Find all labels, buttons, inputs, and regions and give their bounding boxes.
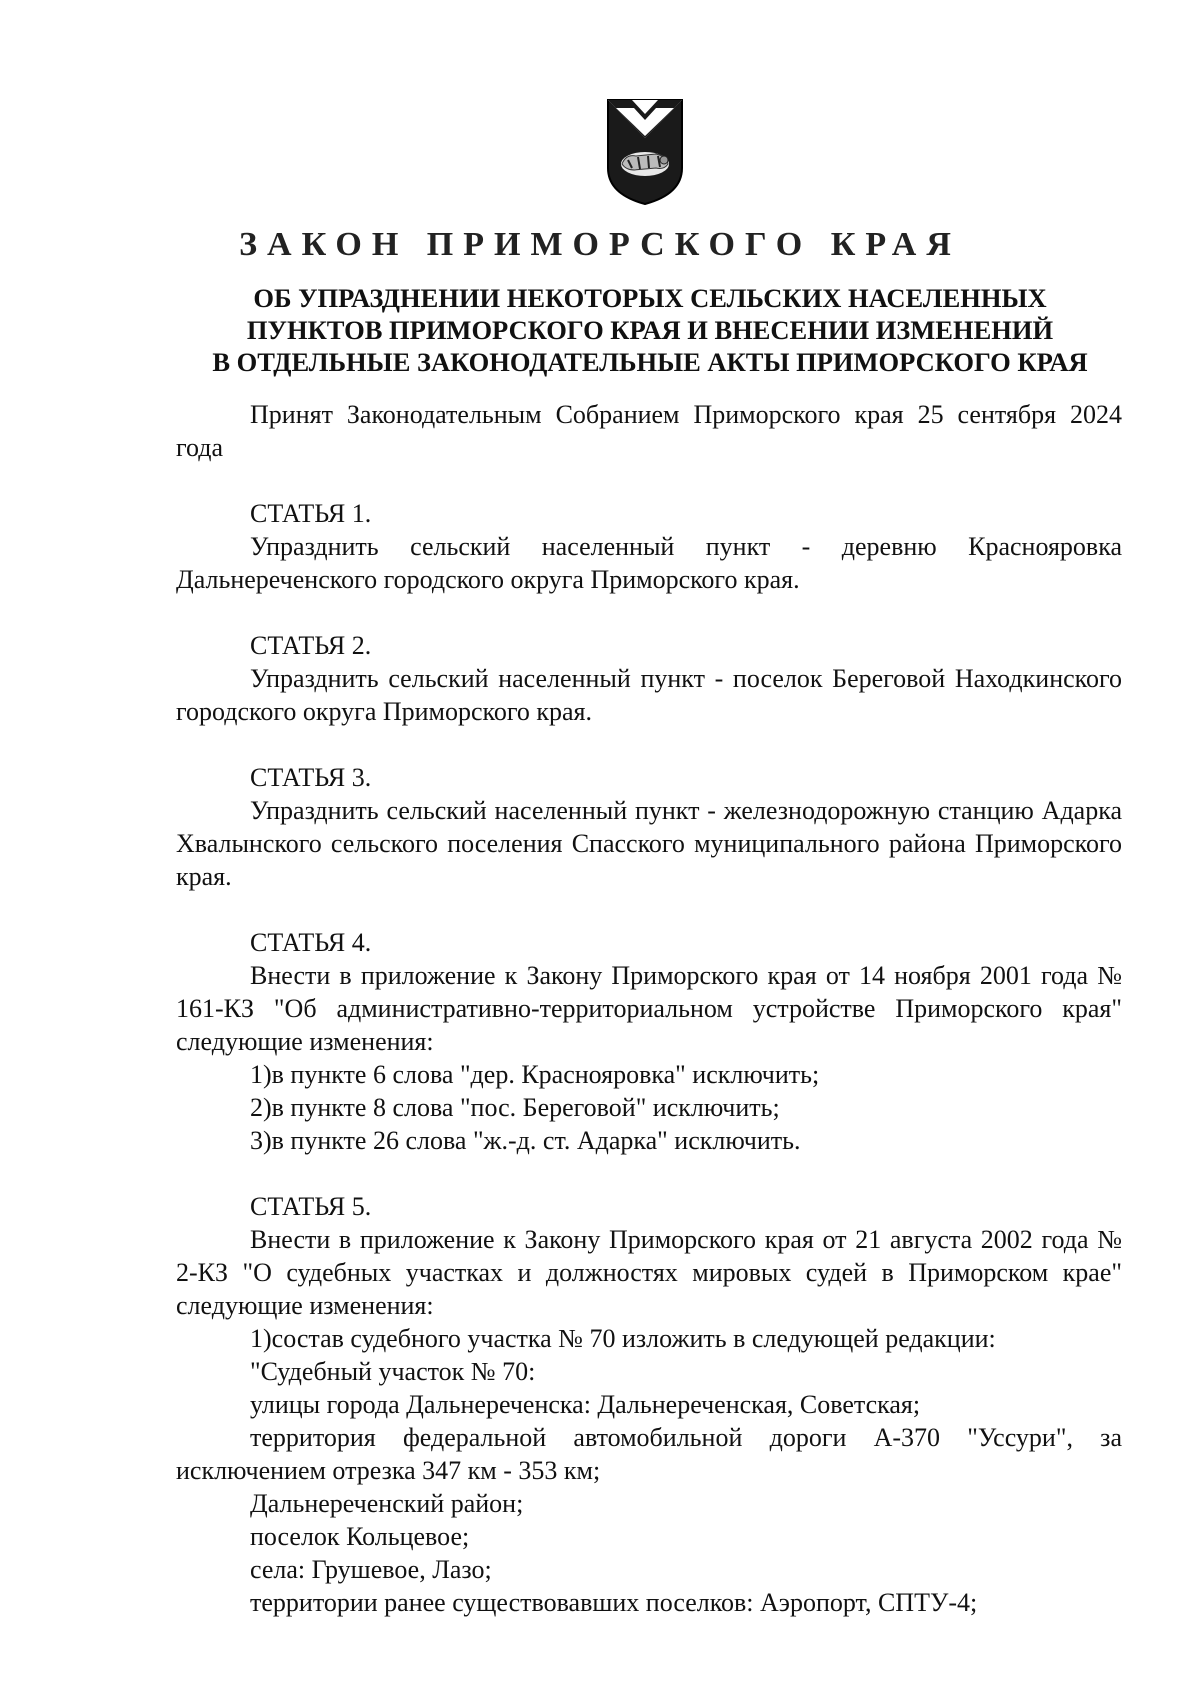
coat-of-arms-emblem: [606, 98, 684, 206]
article-2-heading: СТАТЬЯ 2.: [250, 631, 372, 660]
article-2-text: Упразднить сельский населенный пункт - поселок Береговой Находкинского городского округа Приморского края.: [176, 664, 1122, 726]
article-5-item: территории ранее существовавших поселков: Аэропорт, СПТУ-4;: [250, 1588, 978, 1617]
article-5-heading: СТАТЬЯ 5.: [250, 1192, 372, 1221]
article-5-item: поселок Кольцевое;: [250, 1522, 470, 1551]
law-title: ЗАКОН ПРИМОРСКОГО КРАЯ: [239, 226, 961, 263]
article-4-item: 1)в пункте 6 слова "дер. Краснояровка" исключить;: [250, 1060, 820, 1089]
article-1-heading: СТАТЬЯ 1.: [250, 499, 372, 528]
adoption-note: Принят Законодательным Собранием Приморского края 25 сентября 2024 года: [176, 400, 1122, 462]
law-subtitle: [150, 282, 1150, 378]
article-4-text: Внести в приложение к Закону Приморского края от 14 ноября 2001 года № 161-КЗ "Об административно-территориальном устройстве Приморского края" следующие изменения:: [176, 961, 1122, 1056]
subtitle-line: ПУНКТОВ ПРИМОРСКОГО КРАЯ И ВНЕСЕНИИ ИЗМЕНЕНИЙ: [246, 315, 1054, 345]
article-5-item: улицы города Дальнереченска: Дальнереченская, Советская;: [250, 1390, 921, 1419]
article-3-heading: СТАТЬЯ 3.: [250, 763, 372, 792]
article-4-item: 3)в пункте 26 слова "ж.-д. ст. Адарка" исключить.: [250, 1126, 801, 1155]
article-1-text: Упразднить сельский населенный пункт - деревню Краснояровка Дальнереченского городского округа Приморского края.: [176, 532, 1122, 594]
article-4-item: 2)в пункте 8 слова "пос. Береговой" исключить;: [250, 1093, 780, 1122]
article-5-item: села: Грушевое, Лазо;: [250, 1555, 492, 1584]
subtitle-line: В ОТДЕЛЬНЫЕ ЗАКОНОДАТЕЛЬНЫЕ АКТЫ ПРИМОРСКОГО КРАЯ: [212, 347, 1088, 377]
article-5-item: "Судебный участок № 70:: [250, 1357, 536, 1386]
article-3-text: Упразднить сельский населенный пункт - железнодорожную станцию Адарка Хвалынского сельского поселения Спасского муниципального района Приморского края.: [176, 796, 1122, 891]
article-4-heading: СТАТЬЯ 4.: [250, 928, 372, 957]
article-5-item: территория федеральной автомобильной дороги А-370 "Уссури", за исключением отрезка 347 км - 353 км;: [176, 1423, 1122, 1485]
article-5-text: Внести в приложение к Закону Приморского края от 21 августа 2002 года № 2-КЗ "О судебных участках и должностях мировых судей в Приморском крае" следующие изменения:: [176, 1225, 1122, 1320]
law-body: [176, 398, 1122, 1619]
article-5-item: Дальнереченский район;: [250, 1489, 524, 1518]
article-5-item: 1)состав судебного участка № 70 изложить в следующей редакции:: [250, 1324, 996, 1353]
subtitle-line: ОБ УПРАЗДНЕНИИ НЕКОТОРЫХ СЕЛЬСКИХ НАСЕЛЕННЫХ: [253, 283, 1047, 313]
